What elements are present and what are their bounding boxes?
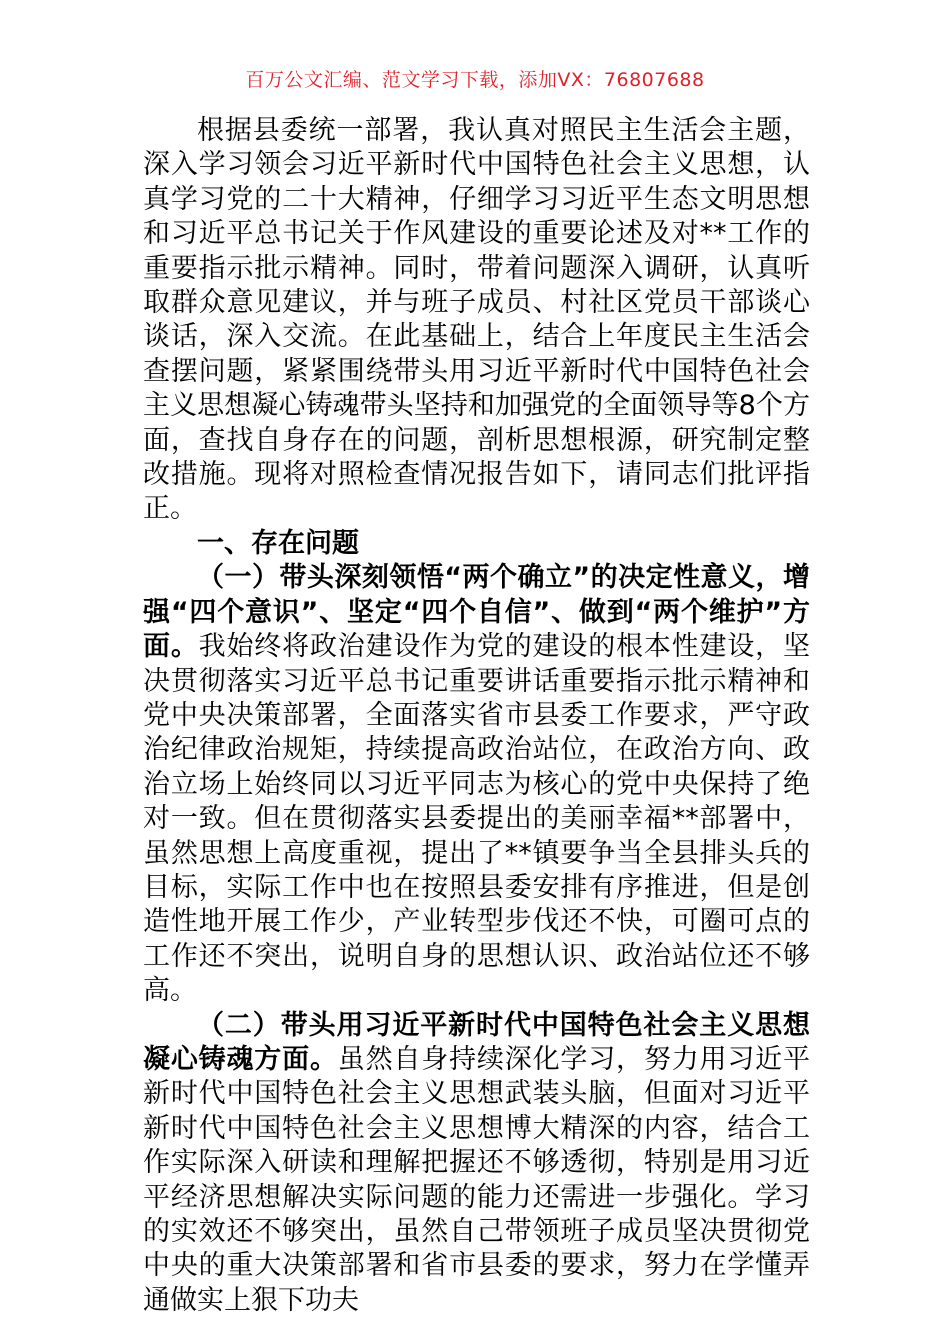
section-1-title: （一）带头深刻领悟“两个确立”的决定性意义，增强“四个意识”、坚定“四个自信”、做到“两个维护”方面。	[143, 562, 810, 663]
section-2-body: 虽然自身持续深化学习，努力用习近平新时代中国特色社会主义思想武装头脑，但面对习近平新时代中国特色社会主义思想博大精深的内容，结合工作实际深入研读和理解把握还不够透彻，特别是用习近平经济思想解决实际问题的能力还需进一步强化。学习的实效还不够突出，虽然自己带领班子成员坚决贯彻党中央的重大决策部署和省市县委的要求，努力在学懂弄通做实上狠下功夫	[143, 1043, 811, 1316]
section-2	[143, 1009, 810, 1319]
header-banner: 百万公文汇编、范文学习下载，添加VX：76807688	[245, 69, 705, 91]
section-heading-existing-problems: 一、存在问题	[197, 527, 359, 559]
section-1	[143, 561, 810, 1008]
intro-paragraph: 根据县委统一部署，我认真对照民主生活会主题，深入学习领会习近平新时代中国特色社会主义思想，认真学习党的二十大精神，仔细学习习近平生态文明思想和习近平总书记关于作风建设的重要论述及对**工作的重要指示批示精神。同时，带着问题深入调研，认真听取群众意见建议，并与班子成员、村社区党员干部谈心谈话，深入交流。在此基础上，结合上年度民主生活会查摆问题，紧紧围绕带头用习近平新时代中国特色社会主义思想凝心铸魂带头坚持和加强党的全面领导等8个方面，查找自身存在的问题，剖析思想根源，研究制定整改措施。现将对照检查情况报告如下，请同志们批评指正。	[143, 115, 810, 525]
section-2-title: （二）带头用习近平新时代中国特色社会主义思想凝心铸魂方面。	[143, 1009, 810, 1075]
section-1-body: 我始终将政治建设作为党的建设的根本性建设，坚决贯彻落实习近平总书记重要讲话重要指示批示精神和党中央决策部署，全面落实省市县委工作要求，严守政治纪律政治规矩，持续提高政治站位，在政治方向、政治立场上始终同以习近平同志为核心的党中央保持了绝对一致。但在贯彻落实县委提出的美丽幸福**部署中，虽然思想上高度重视，提出了**镇要争当全县排头兵的目标，实际工作中也在按照县委安排有序推进，但是创造性地开展工作少，产业转型步伐还不快，可圈可点的工作还不突出，说明自身的思想认识、政治站位还不够高。	[143, 631, 811, 1007]
document-body	[143, 114, 810, 1318]
